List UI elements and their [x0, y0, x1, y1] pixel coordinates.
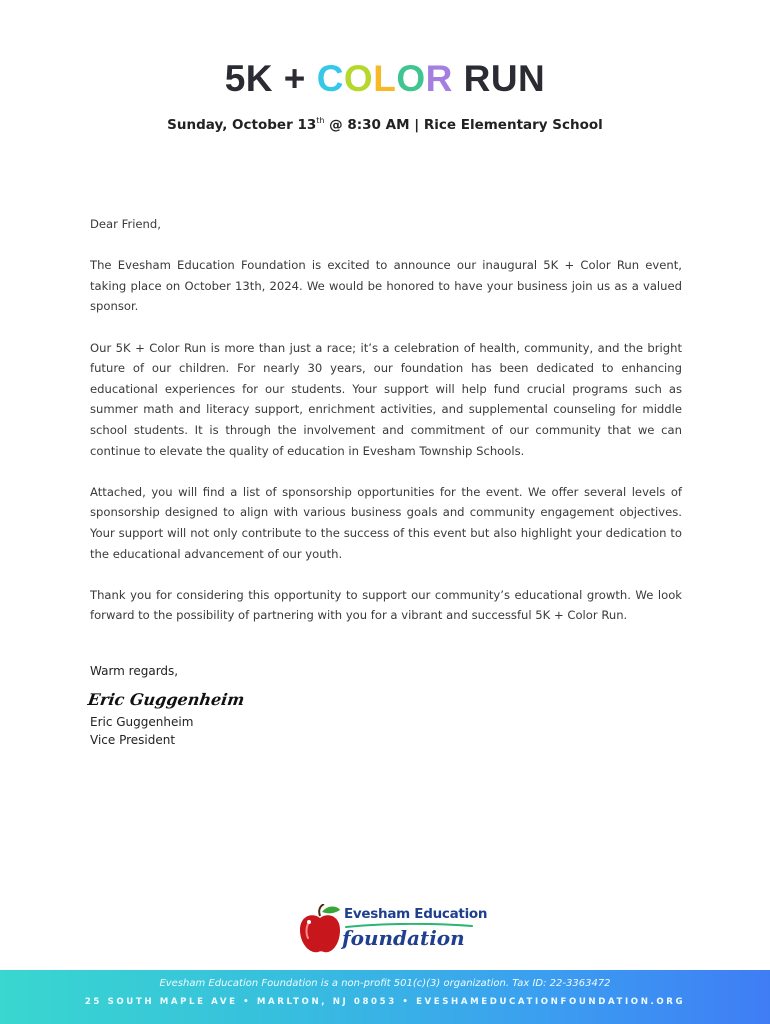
letter-paragraph: Attached, you will find a list of sponsorship opportunities for the event. We offer several levels of sponsorship designed to align with various business goals and community engagement objectives. Your support will not only contribute to the success of this event but also highlight your dedication to the educational advancement of our youth. — [90, 484, 682, 561]
handwritten-signature: Eric Guggenheim — [86, 690, 246, 709]
signer-name: Eric Guggenheim — [90, 715, 194, 729]
subtitle-details: @ 8:30 AM | Rice Elementary School — [324, 117, 603, 133]
subtitle-ordinal: th — [316, 116, 325, 125]
logo-underline — [344, 923, 474, 929]
letter-greeting: Dear Friend, — [90, 217, 161, 231]
footer-nonprofit-note: Evesham Education Foundation is a non-profit 501(c)(3) organization. Tax ID: 22-3363472 — [159, 978, 611, 989]
letter-paragraph: The Evesham Education Foundation is excited to announce our inaugural 5K + Color Run event, taking place on October 13th, 2024. We would be honored to have your business join us as a valued sponsor. — [90, 258, 682, 314]
event-title — [0, 58, 770, 100]
footer-bar — [0, 970, 770, 1024]
foundation-logo — [298, 902, 488, 958]
letter-paragraph: Our 5K + Color Run is more than just a race; it’s a celebration of health, community, and the bright future of our children. For nearly 30 years, our foundation has been dedicated to enhancing educational experiences for our students. Your support will help fund crucial programs such as summer math and literacy support, enrichment activities, and supplemental counseling for middle school students. It is through the involvement and commitment of our community that we can continue to elevate the quality of education in Evesham Township Schools. — [90, 340, 682, 458]
signer-block — [90, 714, 193, 749]
title-part: O — [343, 58, 374, 99]
event-subtitle — [0, 116, 770, 133]
title-part: C — [316, 58, 344, 99]
title-part: RUN — [452, 58, 546, 99]
letter-closing: Warm regards, — [90, 664, 179, 678]
letter-paragraph: Thank you for considering this opportunity to support our community’s educational growth. We look forward to the possibility of partnering with you for a vibrant and successful 5K + Color Run. — [90, 587, 682, 623]
title-part: 5K + — [224, 58, 317, 99]
logo-wordmark-bottom: foundation — [342, 926, 465, 950]
title-part: O — [396, 58, 426, 99]
title-part: R — [425, 58, 453, 99]
apple-icon — [298, 904, 342, 956]
footer-address: 25 SOUTH MAPLE AVE • MARLTON, NJ 08053 • EVESHAMEDUCATIONFOUNDATION.ORG — [84, 997, 686, 1007]
title-part: L — [373, 58, 397, 99]
subtitle-date: Sunday, October 13 — [167, 117, 317, 133]
logo-wordmark-top: Evesham Education — [344, 906, 488, 922]
signer-title: Vice President — [90, 732, 176, 747]
letter-body — [90, 214, 682, 646]
